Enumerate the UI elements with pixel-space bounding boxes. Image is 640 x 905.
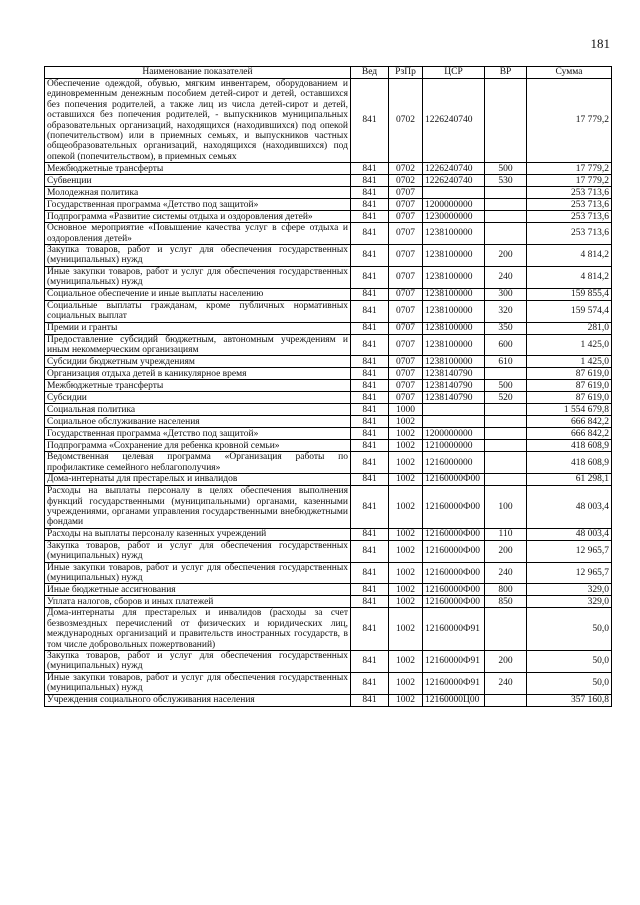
cell-name: Социальные выплаты гражданам, кроме публичных нормативных социальных выплат [45, 300, 351, 322]
cell-sum: 253 713,6 [527, 199, 612, 211]
cell-ved: 841 [351, 651, 389, 673]
cell-ved: 841 [351, 486, 389, 529]
cell-ved: 841 [351, 245, 389, 267]
cell-vr [485, 187, 527, 199]
cell-sum: 281,0 [527, 322, 612, 334]
cell-ved: 841 [351, 452, 389, 474]
cell-rzpr: 1002 [389, 608, 423, 651]
cell-name: Закупка товаров, работ и услуг для обеспечения государственных (муниципальных) нужд [45, 540, 351, 562]
cell-sum: 159 574,4 [527, 300, 612, 322]
cell-csr: 1226240740 [423, 175, 485, 187]
cell-csr: 12160000Ф00 [423, 474, 485, 486]
cell-vr [485, 223, 527, 245]
cell-ved: 841 [351, 528, 389, 540]
cell-sum: 12 965,7 [527, 562, 612, 584]
cell-ved: 841 [351, 266, 389, 288]
cell-csr: 12160000Ф00 [423, 528, 485, 540]
table-row [45, 356, 612, 368]
cell-vr: 200 [485, 245, 527, 267]
header-name: Наименование показателей [45, 67, 351, 79]
cell-vr [485, 452, 527, 474]
cell-vr: 600 [485, 334, 527, 356]
cell-rzpr: 0707 [389, 245, 423, 267]
cell-csr: 12160000Ф91 [423, 608, 485, 651]
cell-vr: 500 [485, 380, 527, 392]
cell-csr: 1238100000 [423, 266, 485, 288]
cell-ved: 841 [351, 416, 389, 428]
table-row [45, 392, 612, 404]
cell-csr: 1238100000 [423, 300, 485, 322]
cell-vr: 320 [485, 300, 527, 322]
page-number: 181 [590, 36, 610, 51]
table-row [45, 416, 612, 428]
cell-vr: 240 [485, 562, 527, 584]
header-rzpr: РзПр [389, 67, 423, 79]
cell-csr: 12160000Ф00 [423, 562, 485, 584]
cell-sum: 1 554 679,8 [527, 404, 612, 416]
cell-rzpr: 1002 [389, 672, 423, 694]
cell-vr [485, 428, 527, 440]
cell-csr: 12160000Ф91 [423, 651, 485, 673]
cell-ved: 841 [351, 211, 389, 223]
cell-name: Субсидии бюджетным учреждениям [45, 356, 351, 368]
cell-name: Уплата налогов, сборов и иных платежей [45, 596, 351, 608]
cell-rzpr: 1002 [389, 474, 423, 486]
cell-name: Молодежная политика [45, 187, 351, 199]
cell-name: Обеспечение одеждой, обувью, мягким инвентарем, оборудованием и единовременным денежным пособием детей-сирот и детей, оставшихся без попечения родителей, а также лиц из числа детей-сирот и детей, оставшихся без попечения родителей, - выпускников муниципальных образовательных организаций, находящихся (находившихся) под опекой (попечительством) или в приемных семьях, и выпускников частных общеобразовательных организаций, находящихся (находившихся) под опекой (попечительством), в приемных семьях [45, 79, 351, 163]
cell-vr [485, 211, 527, 223]
cell-sum: 50,0 [527, 651, 612, 673]
cell-sum: 48 003,4 [527, 528, 612, 540]
cell-vr [485, 694, 527, 706]
cell-vr: 610 [485, 356, 527, 368]
cell-rzpr: 1002 [389, 428, 423, 440]
cell-sum: 12 965,7 [527, 540, 612, 562]
cell-sum: 666 842,2 [527, 416, 612, 428]
cell-sum: 1 425,0 [527, 356, 612, 368]
cell-csr: 12160000Ф00 [423, 596, 485, 608]
cell-csr: 1238100000 [423, 288, 485, 300]
cell-rzpr: 0707 [389, 300, 423, 322]
header-sum: Сумма [527, 67, 612, 79]
cell-name: Учреждения социального обслуживания населения [45, 694, 351, 706]
header-ved: Вед [351, 67, 389, 79]
cell-ved: 841 [351, 300, 389, 322]
table-row [45, 440, 612, 452]
header-csr: ЦСР [423, 67, 485, 79]
table-row [45, 452, 612, 474]
table-row [45, 540, 612, 562]
cell-ved: 841 [351, 440, 389, 452]
cell-rzpr: 0702 [389, 175, 423, 187]
cell-csr: 12160000Ф91 [423, 672, 485, 694]
cell-rzpr: 1002 [389, 528, 423, 540]
cell-vr [485, 474, 527, 486]
cell-ved: 841 [351, 163, 389, 175]
cell-name: Предоставление субсидий бюджетным, автономным учреждениям и иным некоммерческим организациям [45, 334, 351, 356]
cell-csr: 1238100000 [423, 334, 485, 356]
cell-vr [485, 404, 527, 416]
table-row [45, 266, 612, 288]
cell-rzpr: 1002 [389, 651, 423, 673]
cell-vr [485, 368, 527, 380]
cell-vr [485, 440, 527, 452]
cell-sum: 357 160,8 [527, 694, 612, 706]
cell-ved: 841 [351, 199, 389, 211]
cell-csr: 1210000000 [423, 440, 485, 452]
cell-csr: 1238100000 [423, 245, 485, 267]
cell-sum: 418 608,9 [527, 440, 612, 452]
cell-ved: 841 [351, 175, 389, 187]
cell-vr: 240 [485, 672, 527, 694]
cell-name: Государственная программа «Детство под защитой» [45, 199, 351, 211]
cell-rzpr: 0707 [389, 392, 423, 404]
cell-name: Дома-интернаты для престарелых и инвалидов (расходы за счет безвозмездных перечислений от физических и юридических лиц, международных организаций и правительств иностранных государств, в том числе добровольных пожертвований) [45, 608, 351, 651]
table-row [45, 584, 612, 596]
table-row [45, 694, 612, 706]
cell-ved: 841 [351, 404, 389, 416]
table-body [45, 79, 612, 707]
cell-sum: 17 779,2 [527, 175, 612, 187]
cell-csr: 12160000Ф00 [423, 584, 485, 596]
cell-rzpr: 0707 [389, 187, 423, 199]
table-row [45, 596, 612, 608]
cell-vr: 200 [485, 540, 527, 562]
cell-name: Расходы на выплаты персоналу в целях обеспечения выполнения функций государственными (муниципальными) органами, казенными учреждениями, органами управления государственными внебюджетными фондами [45, 486, 351, 529]
cell-sum: 4 814,2 [527, 266, 612, 288]
cell-vr: 300 [485, 288, 527, 300]
table-row [45, 608, 612, 651]
table-row [45, 428, 612, 440]
cell-ved: 841 [351, 334, 389, 356]
table-row [45, 245, 612, 267]
cell-sum: 4 814,2 [527, 245, 612, 267]
cell-ved: 841 [351, 428, 389, 440]
cell-name: Премии и гранты [45, 322, 351, 334]
table-row [45, 334, 612, 356]
cell-name: Иные закупки товаров, работ и услуг для обеспечения государственных (муниципальных) нужд [45, 266, 351, 288]
cell-rzpr: 0707 [389, 199, 423, 211]
cell-name: Подпрограмма «Развитие системы отдыха и оздоровления детей» [45, 211, 351, 223]
cell-name: Организация отдыха детей в каникулярное время [45, 368, 351, 380]
cell-csr: 1226240740 [423, 163, 485, 175]
cell-name: Иные закупки товаров, работ и услуг для обеспечения государственных (муниципальных) нужд [45, 562, 351, 584]
cell-name: Закупка товаров, работ и услуг для обеспечения государственных (муниципальных) нужд [45, 651, 351, 673]
cell-rzpr: 0707 [389, 334, 423, 356]
cell-rzpr: 0702 [389, 79, 423, 163]
cell-name: Социальное обслуживание населения [45, 416, 351, 428]
cell-ved: 841 [351, 474, 389, 486]
cell-sum: 17 779,2 [527, 163, 612, 175]
cell-name: Субвенции [45, 175, 351, 187]
cell-sum: 666 842,2 [527, 428, 612, 440]
cell-rzpr: 0702 [389, 163, 423, 175]
cell-name: Дома-интернаты для престарелых и инвалидов [45, 474, 351, 486]
table-row [45, 211, 612, 223]
cell-vr [485, 608, 527, 651]
cell-sum: 50,0 [527, 608, 612, 651]
cell-name: Ведомственная целевая программа «Организация работы по профилактике семейного неблагополучия» [45, 452, 351, 474]
cell-name: Социальная политика [45, 404, 351, 416]
cell-sum: 1 425,0 [527, 334, 612, 356]
table-row [45, 651, 612, 673]
budget-table [44, 66, 612, 707]
cell-sum: 87 619,0 [527, 368, 612, 380]
cell-name: Подпрограмма «Сохранение для ребенка кровной семьи» [45, 440, 351, 452]
table-row [45, 322, 612, 334]
table-row [45, 486, 612, 529]
table-row [45, 404, 612, 416]
table-row [45, 672, 612, 694]
table-row [45, 300, 612, 322]
table-row [45, 199, 612, 211]
cell-csr: 1238100000 [423, 223, 485, 245]
cell-vr: 850 [485, 596, 527, 608]
cell-rzpr: 0707 [389, 368, 423, 380]
cell-rzpr: 1002 [389, 452, 423, 474]
cell-ved: 841 [351, 540, 389, 562]
cell-sum: 329,0 [527, 596, 612, 608]
cell-rzpr: 0707 [389, 211, 423, 223]
cell-csr [423, 187, 485, 199]
cell-ved: 841 [351, 672, 389, 694]
cell-ved: 841 [351, 694, 389, 706]
cell-rzpr: 1002 [389, 540, 423, 562]
cell-name: Иные закупки товаров, работ и услуг для обеспечения государственных (муниципальных) нужд [45, 672, 351, 694]
cell-name: Основное мероприятие «Повышение качества услуг в сфере отдыха и оздоровления детей» [45, 223, 351, 245]
cell-vr: 350 [485, 322, 527, 334]
cell-ved: 841 [351, 79, 389, 163]
cell-name: Межбюджетные трансферты [45, 380, 351, 392]
cell-rzpr: 0707 [389, 356, 423, 368]
cell-name: Закупка товаров, работ и услуг для обеспечения государственных (муниципальных) нужд [45, 245, 351, 267]
cell-vr: 500 [485, 163, 527, 175]
cell-sum: 61 298,1 [527, 474, 612, 486]
cell-ved: 841 [351, 608, 389, 651]
cell-name: Государственная программа «Детство под защитой» [45, 428, 351, 440]
cell-ved: 841 [351, 187, 389, 199]
cell-rzpr: 1002 [389, 562, 423, 584]
cell-csr: 1238140790 [423, 368, 485, 380]
cell-csr: 1200000000 [423, 428, 485, 440]
cell-vr [485, 416, 527, 428]
cell-vr: 800 [485, 584, 527, 596]
table-row [45, 528, 612, 540]
cell-name: Иные бюджетные ассигнования [45, 584, 351, 596]
cell-csr: 1238140790 [423, 392, 485, 404]
cell-csr: 1230000000 [423, 211, 485, 223]
table-row [45, 288, 612, 300]
cell-sum: 50,0 [527, 672, 612, 694]
cell-sum: 87 619,0 [527, 392, 612, 404]
table-row [45, 380, 612, 392]
cell-vr: 200 [485, 651, 527, 673]
cell-csr: 1238100000 [423, 356, 485, 368]
cell-rzpr: 1002 [389, 584, 423, 596]
cell-csr: 12160000Ц00 [423, 694, 485, 706]
cell-csr: 1216000000 [423, 452, 485, 474]
cell-sum: 48 003,4 [527, 486, 612, 529]
cell-name: Расходы на выплаты персоналу казенных учреждений [45, 528, 351, 540]
cell-vr [485, 199, 527, 211]
cell-ved: 841 [351, 223, 389, 245]
table-row [45, 562, 612, 584]
cell-rzpr: 1002 [389, 694, 423, 706]
cell-rzpr: 1002 [389, 486, 423, 529]
cell-rzpr: 1000 [389, 404, 423, 416]
cell-ved: 841 [351, 356, 389, 368]
table-row [45, 223, 612, 245]
cell-rzpr: 1002 [389, 596, 423, 608]
cell-ved: 841 [351, 584, 389, 596]
cell-vr: 100 [485, 486, 527, 529]
cell-csr: 1238100000 [423, 322, 485, 334]
cell-rzpr: 1002 [389, 416, 423, 428]
table-row [45, 187, 612, 199]
table-row [45, 175, 612, 187]
cell-rzpr: 0707 [389, 380, 423, 392]
cell-ved: 841 [351, 322, 389, 334]
cell-csr: 1226240740 [423, 79, 485, 163]
table-row [45, 474, 612, 486]
cell-rzpr: 0707 [389, 223, 423, 245]
cell-rzpr: 0707 [389, 288, 423, 300]
cell-vr: 110 [485, 528, 527, 540]
cell-csr: 1238140790 [423, 380, 485, 392]
table-row [45, 79, 612, 163]
cell-csr [423, 404, 485, 416]
cell-ved: 841 [351, 562, 389, 584]
cell-vr: 530 [485, 175, 527, 187]
cell-rzpr: 1002 [389, 440, 423, 452]
cell-ved: 841 [351, 380, 389, 392]
cell-rzpr: 0707 [389, 266, 423, 288]
table-row [45, 163, 612, 175]
cell-ved: 841 [351, 596, 389, 608]
cell-ved: 841 [351, 392, 389, 404]
cell-name: Социальное обеспечение и иные выплаты населению [45, 288, 351, 300]
cell-sum: 253 713,6 [527, 223, 612, 245]
cell-csr: 12160000Ф00 [423, 486, 485, 529]
cell-ved: 841 [351, 368, 389, 380]
cell-sum: 17 779,2 [527, 79, 612, 163]
cell-vr [485, 79, 527, 163]
cell-ved: 841 [351, 288, 389, 300]
cell-name: Межбюджетные трансферты [45, 163, 351, 175]
cell-sum: 87 619,0 [527, 380, 612, 392]
header-vr: ВР [485, 67, 527, 79]
cell-sum: 253 713,6 [527, 211, 612, 223]
table-header-row [45, 67, 612, 79]
cell-csr [423, 416, 485, 428]
cell-sum: 329,0 [527, 584, 612, 596]
table-row [45, 368, 612, 380]
cell-sum: 253 713,6 [527, 187, 612, 199]
cell-vr: 240 [485, 266, 527, 288]
cell-vr: 520 [485, 392, 527, 404]
cell-name: Субсидии [45, 392, 351, 404]
cell-csr: 12160000Ф00 [423, 540, 485, 562]
cell-sum: 159 855,4 [527, 288, 612, 300]
cell-rzpr: 0707 [389, 322, 423, 334]
cell-sum: 418 608,9 [527, 452, 612, 474]
cell-csr: 1200000000 [423, 199, 485, 211]
